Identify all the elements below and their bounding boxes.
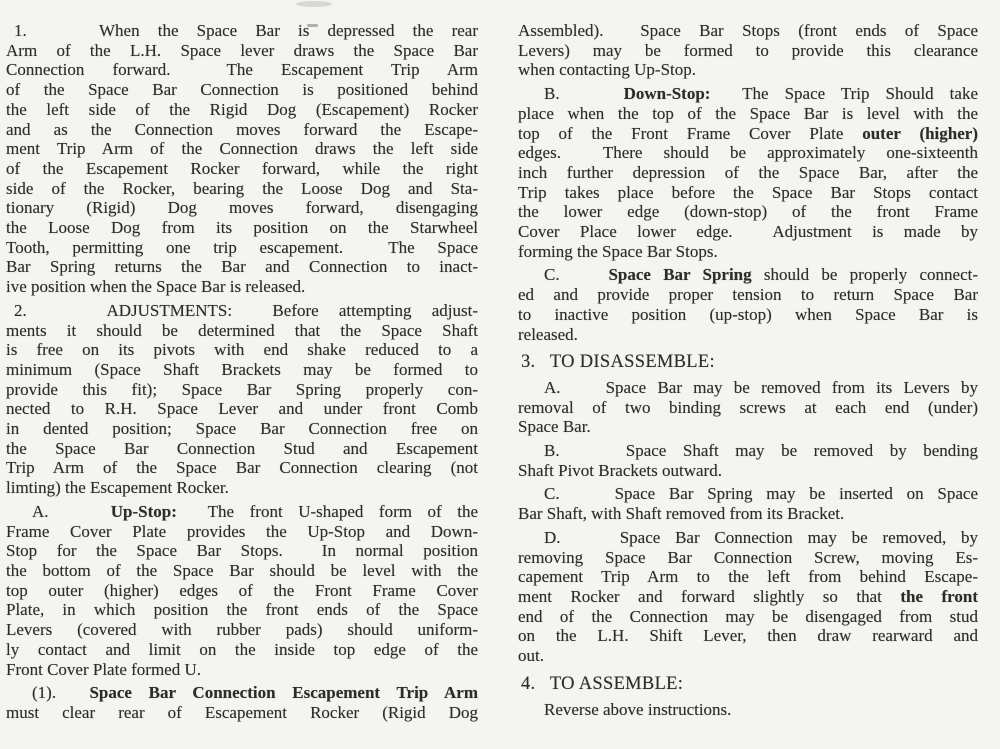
text-line [6, 159, 478, 179]
text-run: Levers) may be formed to provide this clearance [518, 40, 978, 60]
text-line [518, 461, 978, 481]
text-run: Trip takes place before the Space Bar Stops contact [518, 182, 978, 202]
text-run: Reverse above instructions. [544, 699, 732, 719]
text-run: B. [544, 84, 624, 104]
text-line [518, 646, 978, 666]
text-line [6, 198, 478, 218]
text-run: the lower edge (down-stop) of the front Frame [518, 202, 978, 222]
text-line [6, 218, 478, 238]
text-line [6, 502, 478, 522]
text-run: ly contact and limit on the inside top edge of the [6, 639, 478, 659]
paragraph [518, 484, 978, 523]
text-run: edges. There should be approximately one-sixteenth [518, 143, 978, 163]
text-line [518, 183, 978, 203]
text-line [518, 378, 978, 398]
text-line [6, 581, 478, 601]
text-run: limting) the Escapement Rocker. [6, 478, 229, 498]
text-run: (1). [32, 683, 90, 703]
section-heading [518, 353, 978, 373]
text-run: Bar Shaft, with Shaft removed from its Bracket. [518, 504, 845, 524]
text-line [6, 301, 478, 321]
text-line [6, 600, 478, 620]
text-line [518, 305, 978, 325]
section-heading [518, 675, 978, 695]
text-run: released. [518, 324, 578, 344]
text-run: ment Trip Arm of the Connection draws the left side [6, 139, 478, 159]
text-run: Space Bar. [518, 417, 591, 437]
text-line [518, 548, 978, 568]
text-line [6, 380, 478, 400]
text-line [6, 478, 478, 498]
text-line [518, 163, 978, 183]
text-run: Assembled). Space Bar Stops (front ends of Space [518, 21, 978, 40]
text-run: Cover Place lower edge. Adjustment is made by [518, 222, 978, 242]
text-line [6, 139, 478, 159]
text-line [518, 626, 978, 646]
text-line [518, 567, 978, 587]
text-line [518, 242, 978, 262]
text-run: ments it should be determined that the Space Shaft [6, 320, 478, 340]
text-run: provide this fit); Space Bar Spring properly con- [6, 379, 478, 399]
text-run: to inactive position (up-stop) when Space Bar is [518, 304, 978, 324]
text-run: removing Space Bar Connection Screw, moving Es- [518, 547, 978, 567]
paragraph [6, 683, 478, 722]
text-run: is free on its pivots with end shake reduced to a [6, 340, 478, 360]
text-run: 3. TO DISASSEMBLE: [521, 352, 715, 373]
text-line [518, 417, 978, 437]
text-run: C. [544, 265, 609, 285]
text-line [6, 100, 478, 120]
text-line [6, 458, 478, 478]
text-run: nected to R.H. Space Lever and under front Comb [6, 399, 478, 419]
text-line [6, 399, 478, 419]
text-run: inch further depression of the Space Bar, after the [518, 162, 978, 182]
text-line [6, 257, 478, 277]
text-run: Bar Spring returns the Bar and Connection to inact- [6, 257, 478, 277]
bold-text: Space Bar Connection Escapement Trip Arm [89, 683, 478, 703]
text-line [6, 321, 478, 341]
text-line [6, 660, 478, 680]
text-run: out. [518, 646, 544, 666]
text-line [6, 80, 478, 100]
paragraph [518, 84, 978, 261]
text-line [518, 528, 978, 548]
text-run: Plate, in which position the front ends of the Space [6, 600, 478, 620]
text-run: and as the Connection moves forward the Escape- [6, 119, 478, 139]
paragraph [6, 21, 478, 297]
text-line [6, 640, 478, 660]
text-run: forming the Space Bar Stops. [518, 241, 718, 261]
text-run: C. Space Bar Spring may be inserted on Space [544, 484, 978, 504]
text-run: minimum (Space Shaft Brackets may be formed to [6, 359, 478, 379]
text-run: of the Escapement Rocker forward, while the right [6, 158, 478, 178]
bold-text: Down-Stop: [623, 84, 711, 104]
paragraph [518, 700, 978, 720]
paragraph [6, 301, 478, 498]
text-run: 1. When the Space Bar is depressed the rear [14, 21, 478, 40]
text-line [518, 700, 978, 720]
text-line [6, 238, 478, 258]
text-run: B. Space Shaft may be removed by bending [544, 441, 978, 461]
text-run: the Space Bar Connection Stud and Escapement [6, 438, 478, 458]
text-line [6, 561, 478, 581]
text-line [6, 683, 478, 703]
two-column-layout [6, 21, 978, 727]
text-run: D. Space Bar Connection may be removed, by [544, 527, 978, 547]
text-line [518, 124, 978, 144]
text-line [6, 21, 478, 41]
text-run: Stop for the Space Bar Stops. In normal position [6, 541, 478, 561]
text-run: top of the Front Frame Cover Plate [518, 123, 863, 143]
text-line [518, 265, 978, 285]
text-run: Trip Arm of the Space Bar Connection clearing (not [6, 458, 478, 478]
text-line [518, 84, 978, 104]
text-run: of the Space Bar Connection is positioned behind [6, 80, 478, 100]
text-line [518, 325, 978, 345]
text-run: end of the Connection may be disengaged from stud [518, 606, 978, 626]
text-line [518, 607, 978, 627]
text-line [518, 285, 978, 305]
paragraph [6, 502, 478, 679]
text-line [6, 277, 478, 297]
text-line [518, 41, 978, 61]
text-run: Arm of the L.H. Space lever draws the Space Bar [6, 40, 478, 60]
left-column [6, 21, 478, 727]
text-run: 4. TO ASSEMBLE: [521, 673, 684, 694]
text-line [6, 703, 478, 723]
scan-smudge [296, 1, 332, 7]
text-line [518, 504, 978, 524]
text-run: ment Rocker and forward slightly so that [518, 586, 901, 606]
text-run: ive position when the Space Bar is released. [6, 277, 306, 297]
text-run: Tooth, permitting one trip escapement. The Space [6, 237, 478, 257]
paragraph [518, 21, 978, 80]
text-line [6, 439, 478, 459]
text-line [6, 340, 478, 360]
text-run: Frame Cover Plate provides the Up-Stop and Down- [6, 521, 478, 541]
bold-text: Space Bar Spring [608, 265, 752, 285]
text-run: capement Trip Arm to the left from behind Escape- [518, 567, 978, 587]
text-run: Shaft Pivot Brackets outward. [518, 460, 722, 480]
text-run: top outer (higher) edges of the Front Frame Cover [6, 580, 478, 600]
text-line [521, 353, 978, 373]
text-line [518, 398, 978, 418]
text-run: Levers (covered with rubber pads) should uniform- [6, 620, 478, 640]
text-run: 2. ADJUSTMENTS: Before attempting adjust- [14, 300, 478, 320]
text-line [518, 104, 978, 124]
text-run: The Space Trip Should take [710, 84, 978, 104]
right-column [518, 21, 978, 727]
text-line [6, 620, 478, 640]
text-line [6, 522, 478, 542]
paragraph [518, 378, 978, 437]
text-line [6, 360, 478, 380]
text-line [518, 60, 978, 80]
text-run: on the L.H. Shift Lever, then draw rearward and [518, 626, 978, 646]
text-line [518, 484, 978, 504]
text-line [6, 541, 478, 561]
text-line [521, 675, 978, 695]
text-run: ed and provide proper tension to return Space Bar [518, 285, 978, 305]
text-line [518, 441, 978, 461]
text-run: tionary (Rigid) Dog moves forward, disengaging [6, 198, 478, 218]
paragraph [518, 265, 978, 344]
bold-text: the front [900, 586, 978, 606]
text-run: should be properly connect- [751, 265, 978, 285]
text-line [6, 179, 478, 199]
text-run: Connection forward. The Escapement Trip Arm [6, 60, 478, 80]
text-run: the left side of the Rigid Dog (Escapement) Rocker [6, 99, 478, 119]
text-line [6, 120, 478, 140]
text-run: A. Space Bar may be removed from its Levers by [544, 377, 978, 397]
text-run: side of the Rocker, bearing the Loose Dog and Sta- [6, 178, 478, 198]
text-line [518, 222, 978, 242]
text-line [6, 419, 478, 439]
text-line [6, 41, 478, 61]
paragraph [518, 441, 978, 480]
bold-text: outer (higher) [862, 123, 978, 143]
text-run: must clear rear of Escapement Rocker (Rigid Dog [6, 702, 478, 722]
text-run: place when the top of the Space Bar is level with the [518, 103, 978, 123]
paragraph [518, 528, 978, 666]
text-line [518, 143, 978, 163]
text-run: A. [32, 501, 111, 521]
text-run: when contacting Up-Stop. [518, 60, 696, 80]
text-line [518, 202, 978, 222]
bold-text: Up-Stop: [110, 501, 177, 521]
text-run: The front U-shaped form of the [176, 501, 478, 521]
text-run: the bottom of the Space Bar should be level with the [6, 560, 478, 580]
text-line [518, 21, 978, 41]
text-run: removal of two binding screws at each end (under) [518, 397, 978, 417]
text-run: the Loose Dog from its position on the Starwheel [6, 218, 478, 238]
text-run: in dented position; Space Bar Connection free on [6, 419, 478, 439]
text-line [518, 587, 978, 607]
text-line [6, 60, 478, 80]
text-run: Front Cover Plate formed U. [6, 659, 201, 679]
